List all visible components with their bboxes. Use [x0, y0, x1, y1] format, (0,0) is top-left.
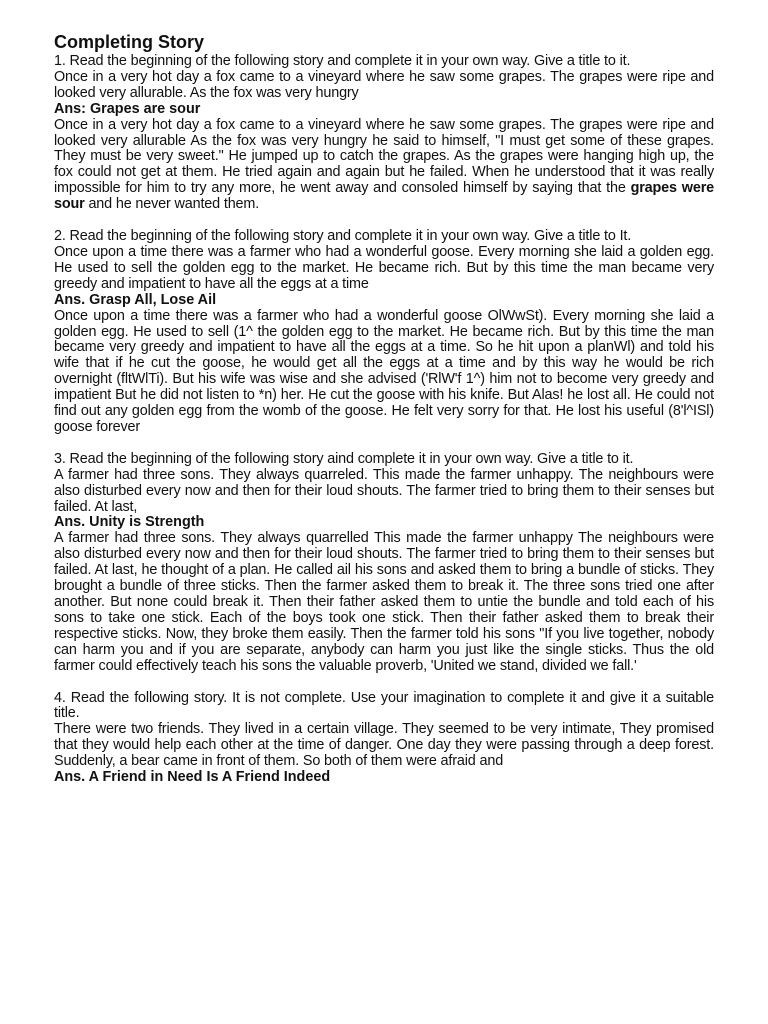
question-4-answer-title: Ans. A Friend in Need Is A Friend Indeed: [54, 769, 331, 786]
question-4-prompt: 4. Read the following story. It is not complete. Use your imagination to complete it and give it a suitable title.: [54, 689, 714, 722]
question-3-beginning: A farmer had three sons. They always quarreled. This made the farmer unhappy. The neighbours were also disturbed every now and then for their loud shouts. The farmer tried to bring them to their senses but failed. At last,: [54, 466, 714, 515]
question-1-story-bold: grapes were sour: [54, 180, 714, 213]
question-1-prompt: 1. Read the beginning of the following story and complete it in your own way. Give a title to it.: [54, 53, 631, 69]
question-4: [54, 691, 714, 786]
question-4-beginning: There were two friends. They lived in a certain village. They seemed to be very intimate, They promised that they would help each other at the time of danger. One day they were passing through a deep forest. Suddenly, a bear came in front of them. So both of them were afraid and: [54, 721, 714, 770]
question-1: [54, 54, 714, 213]
section-gap: [54, 436, 714, 452]
question-2: [54, 229, 714, 436]
question-1-answer-title: Ans: Grapes are sour: [54, 100, 201, 117]
document-page: [54, 30, 714, 786]
page-title: Completing Story: [54, 32, 205, 52]
question-2-beginning: Once upon a time there was a farmer who had a wonderful goose. Every morning she laid a golden egg. He used to sell the golden egg to the market. He became rich. But by this time the man became very greedy and impatient to have all the eggs at a time: [54, 243, 714, 292]
question-2-prompt: 2. Read the beginning of the following story and complete it in your own way. Give a title to It.: [54, 228, 632, 245]
question-3: [54, 452, 714, 675]
question-3-story: A farmer had three sons. They always quarrelled This made the farmer unhappy The neighbours were also disturbed every now and then for their loud shouts. The farmer tried to bring them to their senses but failed. At last, he thought of a plan. He called ail his sons and asked them to bring a bundle of sticks. They brought a bundle of three sticks. Then the farmer asked them to break it. The three sons tried one after another. But none could break it. Then their father asked them to untie the bundle and told each of his sons to take one stick. Each of the boys took one stick. Then their father asked them to break their respective sticks. Now, they broke them easily. Then the farmer told his sons "If you live together, nobody can harm you and if you are separate, anybody can harm you just like the single sticks. Thus the old farmer could effectively teach his sons the valuable proverb, 'United we stand, divided we fall.': [54, 530, 714, 674]
question-3-prompt: 3. Read the beginning of the following story aind complete it in your own way. Give a title to it.: [54, 450, 634, 467]
question-1-story: [54, 118, 714, 213]
question-2-story: Once upon a time there was a farmer who had a wonderful goose OlWwSt). Every morning she laid a golden egg. He used to sell (1^ the golden egg to the market. He became rich. But by this time the man became very greedy and impatient to have all the eggs at a time. So he hit upon a planWl) and told his wife that if he cut the goose, he would get all the eggs at a time and by this way he would be rich overnight (fltWlTi). But his wife was wise and she advised ('RlW'f 1^) him not to become very greedy and impatient But he did not listen to *n) her. He cut the goose with his knife. But Alas! he lost all. He could not find out any golden egg from the womb of the goose. He felt very sorry for that. He lost his useful (8'l^ISl) goose forever: [54, 307, 714, 435]
question-1-story-part-1: Once in a very hot day a fox came to a vineyard where he saw some grapes. The grapes were ripe and looked very allurable As the fox was very hungry he said to himself, "I must get some of these grapes. They must be very sweet." He jumped up to catch the grapes. As the grapes were hanging high up, the fox could not get at them. He tried again and again but he failed. When he understood that it was really impossible for him to try any more, he went away and consoled himself by saying that the: [54, 116, 714, 197]
section-gap: [54, 213, 714, 229]
section-gap: [54, 675, 714, 691]
question-3-answer-title: Ans. Unity is Strength: [54, 514, 205, 531]
question-1-beginning: Once in a very hot day a fox came to a vineyard where he saw some grapes. The grapes were ripe and looked very allurable. As the fox was very hungry: [54, 68, 714, 101]
question-1-story-part-2: and he never wanted them.: [84, 196, 260, 213]
question-2-answer-title: Ans. Grasp All, Lose Ail: [54, 291, 217, 308]
